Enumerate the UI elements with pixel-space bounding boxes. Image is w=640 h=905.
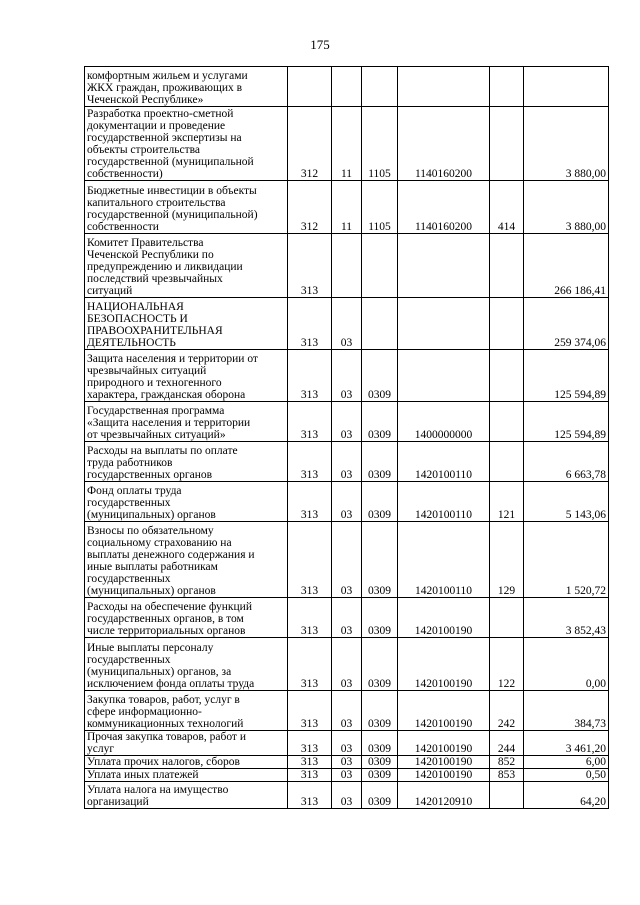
page-number: 175 [310, 37, 330, 52]
row-subsection-code-cell [362, 298, 398, 350]
table-row [85, 181, 609, 234]
row-expense-type-code-cell [490, 298, 524, 350]
row-expense-type-code-cell: 129 [490, 522, 524, 598]
row-section-code-cell: 11 [332, 181, 362, 234]
row-target-item-code-cell: 1420100190 [398, 769, 490, 782]
row-department-code-cell: 313 [288, 298, 332, 350]
row-section-code-cell: 03 [332, 769, 362, 782]
table-row [85, 482, 609, 522]
row-amount-cell: 125 594,89 [524, 350, 609, 402]
row-subsection-code-cell: 0309 [362, 402, 398, 442]
row-name-text: Уплата налога на имущество организаций [87, 784, 229, 808]
row-amount-cell: 3 880,00 [524, 107, 609, 181]
table-row [85, 782, 609, 809]
row-amount-cell: 5 143,06 [524, 482, 609, 522]
row-name-cell [85, 756, 288, 769]
row-subsection-code-cell: 0309 [362, 638, 398, 691]
row-amount-cell: 3 880,00 [524, 181, 609, 234]
row-expense-type-code-cell [490, 402, 524, 442]
row-target-item-code-cell [398, 350, 490, 402]
row-name-text: Уплата иных платежей [87, 769, 199, 781]
row-amount-cell: 259 374,06 [524, 298, 609, 350]
row-department-code-cell: 313 [288, 756, 332, 769]
row-section-code-cell: 03 [332, 782, 362, 809]
row-section-code-cell: 03 [332, 522, 362, 598]
row-name-cell [85, 782, 288, 809]
row-section-code-cell: 03 [332, 298, 362, 350]
table-row [85, 402, 609, 442]
row-department-code-cell: 313 [288, 442, 332, 482]
row-expense-type-code-cell: 122 [490, 638, 524, 691]
row-name-text: Бюджетные инвестиции в объекты капитального строительства государственной (муниципальной) собственности [87, 185, 258, 233]
row-name-cell [85, 107, 288, 181]
table-row [85, 756, 609, 769]
row-name-cell [85, 181, 288, 234]
row-department-code-cell: 313 [288, 769, 332, 782]
row-amount-cell: 3 461,20 [524, 731, 609, 756]
row-subsection-code-cell: 0309 [362, 731, 398, 756]
row-section-code-cell [332, 234, 362, 298]
row-name-text: Расходы на выплаты по оплате труда работников государственных органов [87, 445, 238, 481]
row-name-text: НАЦИОНАЛЬНАЯ БЕЗОПАСНОСТЬ И ПРАВООХРАНИТЕЛЬНАЯ ДЕЯТЕЛЬНОСТЬ [87, 301, 223, 349]
table-row [85, 234, 609, 298]
row-expense-type-code-cell [490, 234, 524, 298]
row-subsection-code-cell: 0309 [362, 769, 398, 782]
table-row [85, 67, 609, 107]
row-amount-cell: 266 186,41 [524, 234, 609, 298]
row-subsection-code-cell: 0309 [362, 598, 398, 638]
row-expense-type-code-cell: 853 [490, 769, 524, 782]
row-name-text: Комитет Правительства Чеченской Республики по предупреждению и ликвидации последствий чрезвычайных ситуаций [87, 237, 243, 297]
row-name-text: Государственная программа «Защита населения и территории от чрезвычайных ситуаций» [87, 405, 251, 441]
budget-table [84, 66, 609, 809]
row-section-code-cell: 03 [332, 691, 362, 731]
table-row [85, 769, 609, 782]
table-row [85, 731, 609, 756]
row-subsection-code-cell [362, 234, 398, 298]
row-subsection-code-cell: 0309 [362, 482, 398, 522]
row-section-code-cell: 03 [332, 756, 362, 769]
row-section-code-cell: 03 [332, 731, 362, 756]
row-name-cell [85, 234, 288, 298]
row-expense-type-code-cell: 121 [490, 482, 524, 522]
row-name-cell [85, 598, 288, 638]
row-target-item-code-cell [398, 67, 490, 107]
row-name-text: Разработка проектно-сметной документации и проведение государственной экспертизы на объекты строительства государственной (муниципальной собственности) [87, 108, 254, 180]
row-amount-cell: 0,00 [524, 638, 609, 691]
row-department-code-cell: 313 [288, 350, 332, 402]
row-department-code-cell: 313 [288, 691, 332, 731]
row-section-code-cell [332, 67, 362, 107]
row-amount-cell: 125 594,89 [524, 402, 609, 442]
row-department-code-cell: 313 [288, 482, 332, 522]
row-target-item-code-cell [398, 234, 490, 298]
row-target-item-code-cell: 1420100190 [398, 598, 490, 638]
table-row [85, 107, 609, 181]
row-amount-cell [524, 67, 609, 107]
row-subsection-code-cell: 0309 [362, 442, 398, 482]
row-amount-cell: 64,20 [524, 782, 609, 809]
row-amount-cell: 6,00 [524, 756, 609, 769]
row-name-cell [85, 691, 288, 731]
row-target-item-code-cell: 1420100110 [398, 522, 490, 598]
row-name-text: Уплата прочих налогов, сборов [87, 756, 240, 768]
row-department-code-cell: 313 [288, 402, 332, 442]
row-target-item-code-cell: 1140160200 [398, 181, 490, 234]
row-expense-type-code-cell [490, 598, 524, 638]
row-target-item-code-cell: 1420100190 [398, 756, 490, 769]
row-name-cell [85, 350, 288, 402]
row-name-cell [85, 638, 288, 691]
row-department-code-cell [288, 67, 332, 107]
table-row [85, 442, 609, 482]
row-target-item-code-cell: 1420100110 [398, 482, 490, 522]
row-target-item-code-cell: 1420120910 [398, 782, 490, 809]
row-name-cell [85, 731, 288, 756]
row-subsection-code-cell: 0309 [362, 691, 398, 731]
row-amount-cell: 0,50 [524, 769, 609, 782]
row-subsection-code-cell: 0309 [362, 522, 398, 598]
row-amount-cell: 6 663,78 [524, 442, 609, 482]
row-amount-cell: 384,73 [524, 691, 609, 731]
row-name-cell [85, 298, 288, 350]
row-name-text: Фонд оплаты труда государственных (муниципальных) органов [87, 485, 216, 521]
row-section-code-cell: 03 [332, 598, 362, 638]
row-name-text: Закупка товаров, работ, услуг в сфере информационно- коммуникационных технологий [87, 694, 244, 730]
row-department-code-cell: 313 [288, 234, 332, 298]
row-name-text: Прочая закупка товаров, работ и услуг [87, 731, 246, 755]
row-name-cell [85, 482, 288, 522]
row-subsection-code-cell: 0309 [362, 350, 398, 402]
row-target-item-code-cell: 1420100190 [398, 638, 490, 691]
row-expense-type-code-cell [490, 442, 524, 482]
row-target-item-code-cell [398, 298, 490, 350]
row-target-item-code-cell: 1420100190 [398, 731, 490, 756]
row-subsection-code-cell: 1105 [362, 107, 398, 181]
row-department-code-cell: 313 [288, 638, 332, 691]
budget-table-body [85, 67, 609, 809]
row-target-item-code-cell: 1420100190 [398, 691, 490, 731]
row-expense-type-code-cell: 414 [490, 181, 524, 234]
row-department-code-cell: 313 [288, 731, 332, 756]
row-expense-type-code-cell [490, 782, 524, 809]
row-name-text: Расходы на обеспечение функций государственных органов, в том числе территориальных органов [87, 601, 252, 637]
row-name-text: комфортным жильем и услугами ЖКХ граждан, проживающих в Чеченской Республике» [87, 70, 248, 106]
row-subsection-code-cell: 1105 [362, 181, 398, 234]
row-target-item-code-cell: 1420100110 [398, 442, 490, 482]
row-name-cell [85, 67, 288, 107]
row-amount-cell: 1 520,72 [524, 522, 609, 598]
row-section-code-cell: 11 [332, 107, 362, 181]
row-department-code-cell: 312 [288, 107, 332, 181]
row-section-code-cell: 03 [332, 638, 362, 691]
row-amount-cell: 3 852,43 [524, 598, 609, 638]
table-row [85, 522, 609, 598]
row-department-code-cell: 313 [288, 522, 332, 598]
row-department-code-cell: 313 [288, 782, 332, 809]
row-subsection-code-cell [362, 67, 398, 107]
row-target-item-code-cell: 1140160200 [398, 107, 490, 181]
row-section-code-cell: 03 [332, 482, 362, 522]
table-row [85, 638, 609, 691]
table-row [85, 598, 609, 638]
table-row [85, 350, 609, 402]
row-name-cell [85, 522, 288, 598]
row-section-code-cell: 03 [332, 350, 362, 402]
row-name-cell [85, 402, 288, 442]
row-subsection-code-cell: 0309 [362, 756, 398, 769]
row-name-text: Взносы по обязательному социальному страхованию на выплаты денежного содержания и иные выплаты работникам государственных (муниципальных) органов [87, 525, 255, 597]
row-target-item-code-cell: 1400000000 [398, 402, 490, 442]
row-subsection-code-cell: 0309 [362, 782, 398, 809]
row-name-text: Защита населения и территории от чрезвычайных ситуаций природного и техногенного характера, гражданская оборона [87, 353, 258, 401]
row-name-cell [85, 442, 288, 482]
row-expense-type-code-cell: 242 [490, 691, 524, 731]
row-department-code-cell: 313 [288, 598, 332, 638]
row-department-code-cell: 312 [288, 181, 332, 234]
row-section-code-cell: 03 [332, 402, 362, 442]
row-name-text: Иные выплаты персоналу государственных (муниципальных) органов, за исключением фонда оплаты труда [87, 642, 255, 690]
table-row [85, 298, 609, 350]
row-expense-type-code-cell [490, 350, 524, 402]
row-name-cell [85, 769, 288, 782]
row-expense-type-code-cell: 852 [490, 756, 524, 769]
table-row [85, 691, 609, 731]
row-expense-type-code-cell [490, 107, 524, 181]
row-expense-type-code-cell [490, 67, 524, 107]
row-expense-type-code-cell: 244 [490, 731, 524, 756]
row-section-code-cell: 03 [332, 442, 362, 482]
